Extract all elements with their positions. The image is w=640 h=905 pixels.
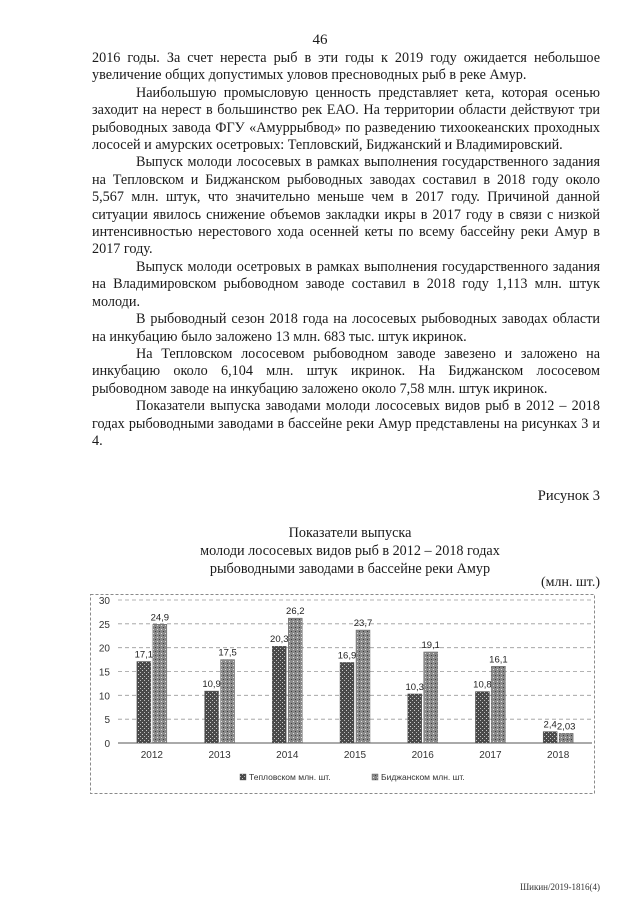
paragraph: На Тепловском лососевом рыбоводном заводе завезено и заложено на инкубацию около 6,104 млн. штук икринок. На Биджанском лососевом рыбоводном заводе на инкубацию заложено около 7,58 млн. штук икринок. <box>92 345 600 397</box>
x-tick-label: 2015 <box>343 750 367 761</box>
bar-teplovsky-2016 <box>408 694 422 743</box>
data-label: 24,9 <box>150 612 170 624</box>
y-tick-label: 30 <box>98 596 110 607</box>
page-number: 46 <box>312 32 328 48</box>
paragraph: В рыбоводный сезон 2018 года на лососевых рыбоводных заводах области на инкубацию было заложено 13 млн. 683 тыс. штук икринок. <box>92 311 600 345</box>
body-text <box>92 50 600 450</box>
bar-bidzhansky-2016 <box>424 652 438 743</box>
y-tick-label: 0 <box>104 739 110 750</box>
bar-bidzhansky-2012 <box>153 624 167 743</box>
data-label: 20,3 <box>270 634 289 646</box>
paragraph: Наибольшую промысловую ценность представляет кета, которая осенью заходит на нерест в большинство рек ЕАО. На территории области действуют три рыбоводных завода ФГУ «Амуррыбвод» по разведению тихоокеанских проходных лососей и амурских осетровых: Тепловский, Биджанский и Владимировский. <box>92 84 600 154</box>
chart-title-line-1: Показатели выпуска <box>288 525 412 541</box>
data-label: 10,9 <box>202 679 221 691</box>
data-label: 17,5 <box>218 647 237 659</box>
x-tick-label: 2017 <box>479 750 502 761</box>
data-label: 16,1 <box>489 654 508 666</box>
bar-teplovsky-2013 <box>205 691 219 743</box>
bar-bidzhansky-2015 <box>356 630 370 743</box>
data-label: 17,1 <box>134 649 154 661</box>
legend-label: Биджанском млн. шт. <box>381 772 465 782</box>
legend-swatch <box>240 774 246 780</box>
legend-swatch <box>372 774 378 780</box>
data-label: 16,9 <box>337 650 357 662</box>
data-label: 10,8 <box>473 679 492 691</box>
bar-teplovsky-2017 <box>475 692 489 743</box>
chart-title <box>120 524 580 578</box>
bar-bidzhansky-2017 <box>491 666 505 743</box>
x-tick-label: 2012 <box>140 750 163 761</box>
data-label: 23,7 <box>353 618 373 630</box>
data-label: 10,3 <box>405 681 424 693</box>
bar-bidzhansky-2014 <box>288 618 302 743</box>
y-tick-label: 10 <box>98 691 110 703</box>
figure-label: Рисунок 3 <box>537 488 600 504</box>
y-tick-label: 20 <box>98 643 110 655</box>
paragraph: Выпуск молоди осетровых в рамках выполнения государственного задания на Владимировском рыбоводном заводе составил в 2018 году 1,113 млн. штук молоди. <box>92 258 600 310</box>
bar-teplovsky-2014 <box>272 646 286 743</box>
data-label: 2,03 <box>556 721 576 733</box>
chart-title-line-2: молоди лососевых видов рыб в 2012 – 2018 годах <box>200 543 500 559</box>
paragraph: Показатели выпуска заводами молоди лососевых видов рыб в 2012 – 2018 годах рыбоводными заводами в бассейне реки Амур представлены на рисунках 3 и 4. <box>92 398 600 449</box>
x-tick-label: 2016 <box>411 750 434 761</box>
x-tick-label: 2018 <box>547 750 570 761</box>
x-tick-label: 2014 <box>276 750 299 761</box>
units-label: (млн. шт.) <box>540 575 600 590</box>
paragraph: Выпуск молоди лососевых в рамках выполнения государственного задания на Тепловском и Биджанском рыбоводных заводах составил в 2018 году около 5,567 млн. штук, что значительно меньше чем в 2017 году. Причиной данной ситуации явилось снижение объемов закладки икры в 2017 году в связи с низкой интенсивностью нерестового хода осенней кеты по всему бассейну реки Амур в 2017 году. <box>92 154 600 258</box>
data-label: 19,1 <box>421 639 440 651</box>
footer-code: Шикин/2019-1816(4) <box>520 882 600 892</box>
bar-bidzhansky-2013 <box>221 660 235 743</box>
bar-teplovsky-2018 <box>543 732 557 743</box>
bar-teplovsky-2015 <box>340 662 354 743</box>
bar-bidzhansky-2018 <box>559 733 573 743</box>
x-tick-label: 2013 <box>208 750 231 761</box>
data-label: 26,2 <box>286 606 305 618</box>
bar-chart <box>90 594 595 794</box>
y-tick-label: 5 <box>104 715 110 727</box>
bar-teplovsky-2012 <box>137 661 151 743</box>
paragraph: 2016 годы. За счет нереста рыб в эти годы к 2019 году ожидается небольшое увеличение общих допустимых уловов пресноводных рыб в реке Амур. <box>92 50 600 84</box>
legend-label: Тепловском млн. шт. <box>249 772 331 782</box>
data-label: 2,4 <box>543 719 557 731</box>
y-tick-label: 25 <box>98 619 110 631</box>
y-tick-label: 15 <box>98 667 110 679</box>
chart-title-line-3: рыбоводными заводами в бассейне реки Амур <box>209 561 491 577</box>
